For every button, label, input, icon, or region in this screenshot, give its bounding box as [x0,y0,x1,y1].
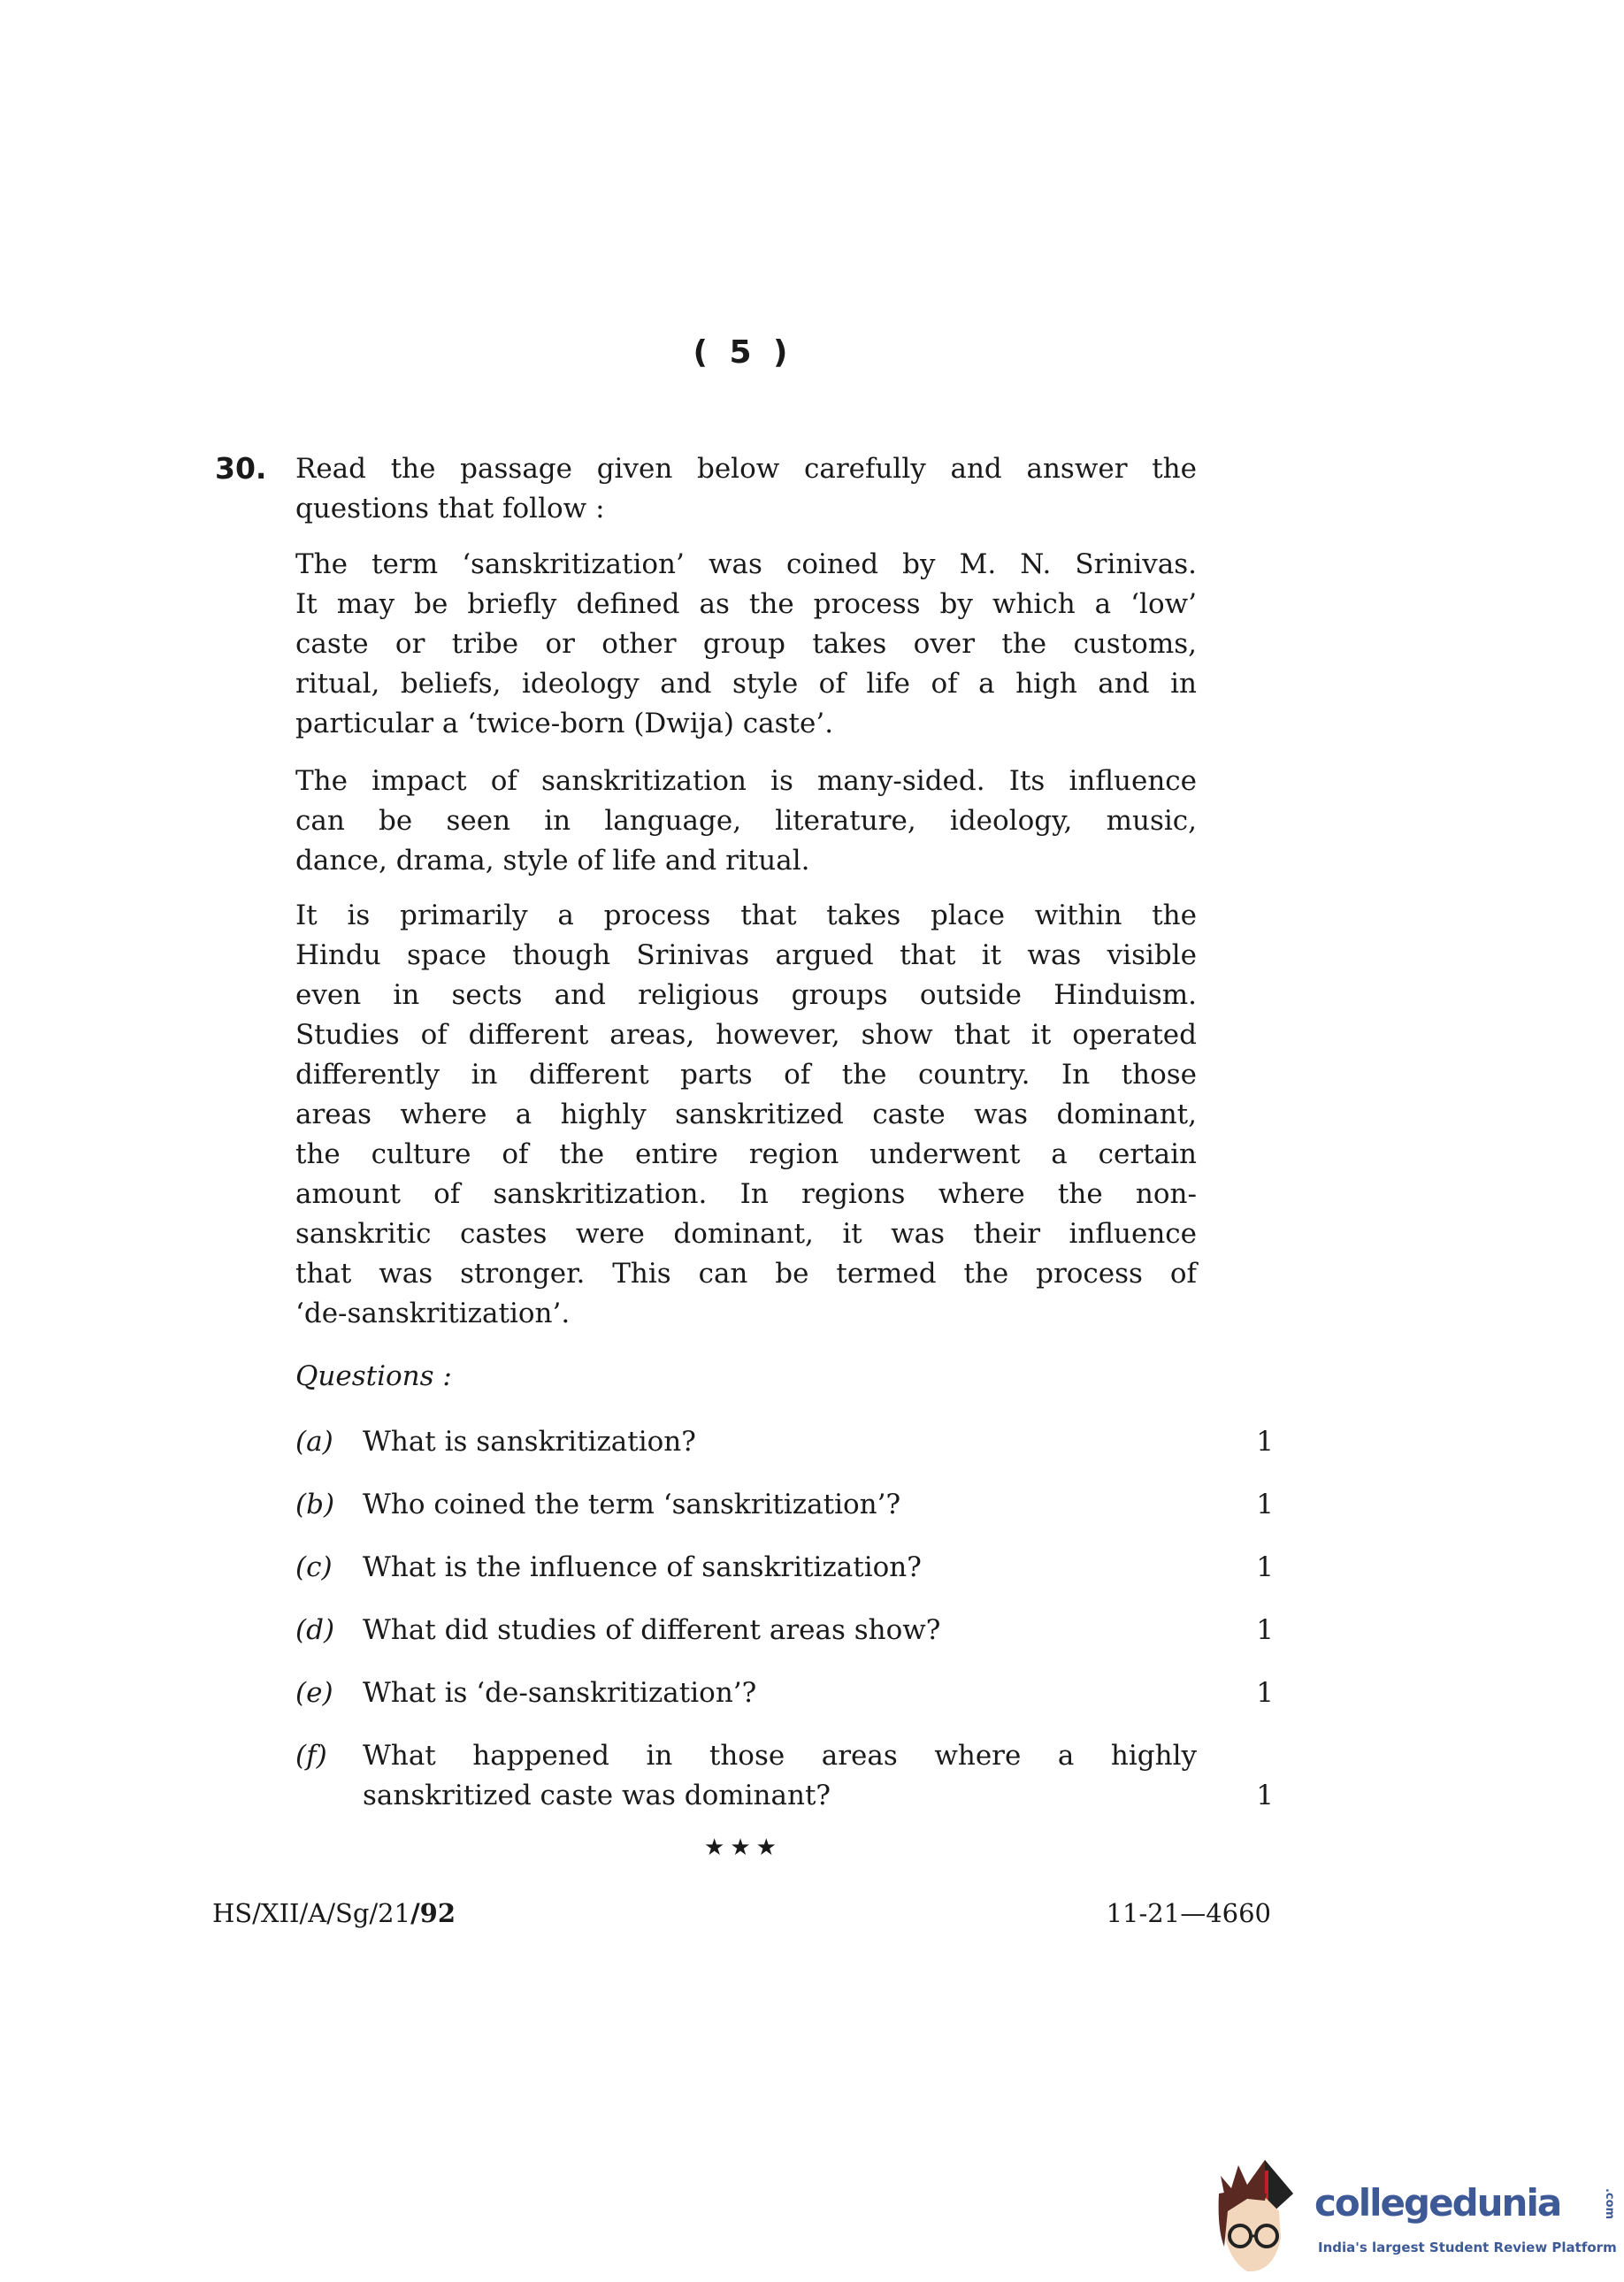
brand-tagline: India's largest Student Review Platform [1318,2240,1617,2255]
questions-heading: Questions : [295,1360,452,1392]
text-line: What happened in those areas where a highly [363,1740,1197,1772]
text-line: ‘de-sanskritization’. [295,1298,571,1329]
question-label: (d) [295,1614,335,1646]
question-text [363,1736,1197,1816]
text-line: the culture of the entire region underwent a certain [295,1138,1197,1170]
question-label: (b) [295,1489,335,1520]
question-text: What did studies of different areas show? [363,1614,941,1646]
question-label: (a) [295,1426,333,1458]
text-line: Studies of different areas, however, show that it operated [295,1019,1197,1051]
text-line: ritual, beliefs, ideology and style of life of a high and in [295,668,1197,700]
text-line: sanskritized caste was dominant? [363,1780,831,1811]
paper-code-number: /92 [410,1898,456,1928]
text-line: sanskritic castes were dominant, it was their influence [295,1218,1197,1250]
text-line: questions that follow : [295,493,605,525]
brand-suffix: .com [1603,2187,1617,2220]
question-marks: 1 [1256,1489,1274,1520]
passage-paragraph-1 [295,545,1197,744]
question-label: (f) [295,1740,327,1772]
page-number: ( 5 ) [693,334,793,371]
collegedunia-watermark [1212,2158,1620,2278]
text-line: can be seen in language, literature, ideology, music, [295,805,1197,837]
passage-paragraph-3 [295,896,1197,1334]
text-line: particular a ‘twice-born (Dwija) caste’. [295,708,834,739]
text-line: even in sects and religious groups outside Hinduism. [295,979,1197,1011]
text-line: Read the passage given below carefully and answer the [295,453,1197,485]
text-line: Hindu space though Srinivas argued that it was visible [295,939,1197,971]
text-line: differently in different parts of the country. In those [295,1059,1197,1091]
mascot-icon [1212,2158,1314,2278]
text-line: It may be briefly defined as the process by which a ‘low’ [295,588,1197,620]
text-line: dance, drama, style of life and ritual. [295,845,810,877]
question-label: (e) [295,1677,333,1709]
question-marks: 1 [1256,1614,1274,1646]
text-line: It is primarily a process that takes place within the [295,900,1197,931]
question-marks: 1 [1256,1677,1274,1709]
end-marker: ★★★ [704,1834,782,1861]
text-line: The impact of sanskritization is many-sided. Its influence [295,765,1197,797]
text-line: amount of sanskritization. In regions where the non- [295,1178,1197,1210]
print-code: 11-21—4660 [1106,1898,1271,1928]
text-line: caste or tribe or other group takes over the customs, [295,628,1197,660]
question-text: Who coined the term ‘sanskritization’? [363,1489,901,1520]
text-line: that was stronger. This can be termed the process of [295,1258,1197,1290]
question-instruction [295,449,1197,529]
text-line: areas where a highly sanskritized caste was dominant, [295,1099,1197,1130]
text-line: The term ‘sanskritization’ was coined by M. N. Srinivas. [295,548,1197,580]
question-item-f [295,1736,1274,1816]
question-text: What is ‘de-sanskritization’? [363,1677,757,1709]
paper-code [212,1898,456,1928]
question-text: What is the influence of sanskritization? [363,1551,922,1583]
paper-code-prefix: HS/XII/A/Sg/21 [212,1898,411,1928]
brand-name: collegedunia [1314,2181,1561,2225]
passage-paragraph-2 [295,762,1197,881]
question-marks: 1 [1256,1780,1274,1811]
question-label: (c) [295,1551,333,1583]
question-marks: 1 [1256,1426,1274,1458]
question-text: What is sanskritization? [363,1426,696,1458]
question-marks: 1 [1256,1551,1274,1583]
question-number: 30. [215,451,267,486]
